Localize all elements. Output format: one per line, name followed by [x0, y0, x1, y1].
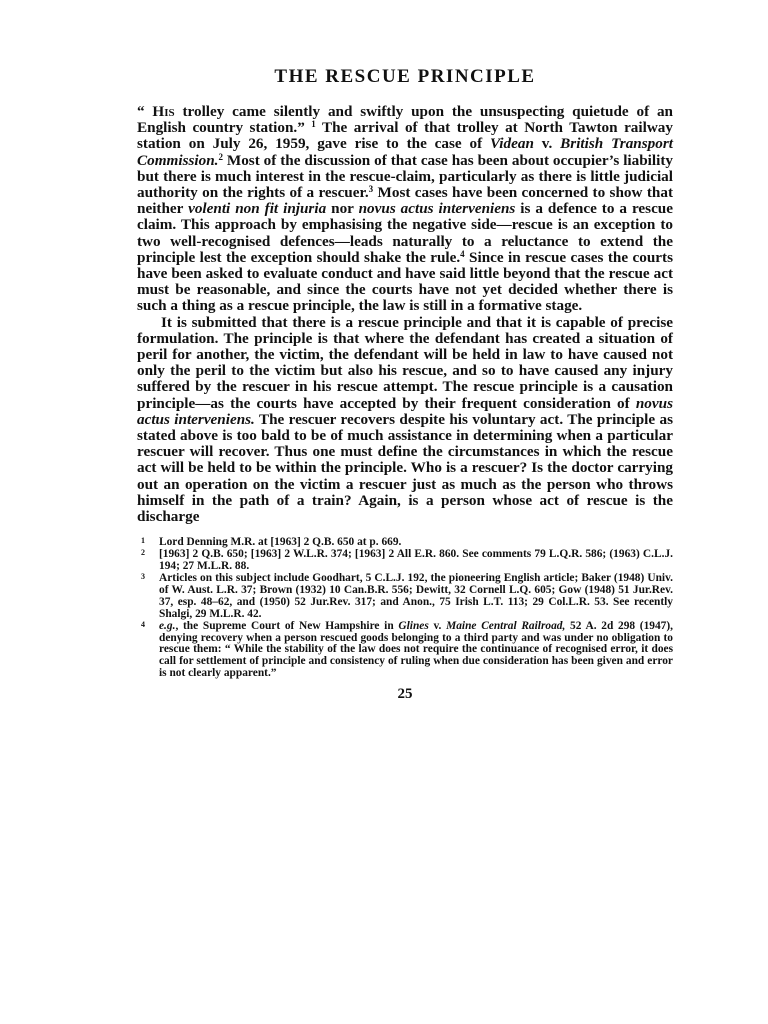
body-text [137, 104, 673, 525]
text-run: nor [326, 200, 359, 218]
paragraph-1 [137, 104, 673, 315]
footnote-3 [137, 573, 673, 621]
footnote-2 [137, 549, 673, 573]
book-page [137, 66, 673, 703]
page-number: 25 [397, 686, 413, 703]
footnote-text: Articles on this subject include Goodhart, 5 C.L.J. 192, the pioneering English article; Baker (1948) Univ. of W. Aust. L.R. 37; Brown (1932) 10 Can.B.R. 556; Dewitt, 32 Cornell L.Q. 605; Gow (1948) 51 Jur.Rev. 37, esp. 48–62, and (1950) 52 Jur.Rev. 317; and Anon., 75 Irish L.T. 113; 29 Col.L.R. 53. See recently Shalgi, 29 M.L.R. 42. [159, 572, 673, 620]
latin-phrase: novus actus interveniens [358, 200, 516, 218]
text-run: The arrival of that trolley at North Tawton railway station on July 26, 1959, gave rise to the case of [137, 119, 673, 153]
footnote-ref-1[interactable]: 1 [311, 119, 316, 130]
paragraph-2 [137, 315, 673, 526]
footnote-ref-3[interactable]: 3 [368, 184, 374, 195]
small-caps-his: His [152, 103, 175, 120]
text-run: The rescuer recovers despite his voluntary act. The principle as stated above is too bald to be of much assistance in determining when a particular rescuer will recover. Thus one must define the circumstances in which the rescue act will be held to be within the principle. Who is a rescuer? Is the doctor carrying out an operation on the victim a rescuer just as much as the person who throws himself in the path of a train? Again, is a person whose act of rescue is the discharge [137, 410, 673, 526]
text-run: is a defence to a rescue claim. This approach by emphasising the negative side—rescue is an exception to two well-recognised defences—leads naturally to a reluctance to extend the principle lest the exception should shake the rule. [137, 200, 673, 266]
footnote-number: 3 [141, 572, 145, 581]
text-run: v. [533, 135, 561, 153]
text-run: Since in rescue cases the courts have been asked to evaluate conduct and have said little beyond that the rescue act must be reasonable, and since the courts have not yet decided whether there is such a thing as a rescue principle, the law is still in a formative stage. [137, 248, 673, 315]
text-run: trolley came silently and swiftly upon the unsuspecting quietude of an English country station.” [137, 103, 673, 137]
text-run: Most cases have been concerned to show that neither [137, 184, 673, 218]
footnote-4 [137, 621, 673, 681]
text-run: Most of the discussion of that case has been about occupier’s liability but there is much interest in the rescue-claim, particularly as there is little judicial authority on the rights of a rescuer. [137, 151, 673, 202]
latin-phrase: novus actus interveniens. [137, 394, 673, 428]
text-run: It is submitted that there is a rescue principle and that it is capable of precise formulation. The principle is that where the defendant has created a situation of peril for another, the victim, the defendant will be held in law to have caused not only the peril to the victim but also his rescue, and so to have caused any injury suffered by the rescuer in his rescue attempt. The rescue principle is a causation principle—as the courts have accepted by their frequent consideration of [137, 313, 673, 412]
footnote-abbrev: e.g. [159, 619, 176, 632]
footnote-text: Lord Denning M.R. at [1963] 2 Q.B. 650 at p. 669. [159, 536, 402, 549]
case-name: Maine Central Railroad, [446, 619, 566, 632]
footnote-text: , the Supreme Court of New Hampshire in [175, 619, 399, 632]
footnote-ref-2[interactable]: 2 [218, 151, 223, 162]
footnote-text: [1963] 2 Q.B. 650; [1963] 2 W.L.R. 374; [1963] 2 All E.R. 860. See comments 79 L.Q.R. 586; (1963) C.L.J. 194; 27 M.L.R. 88. [159, 548, 673, 573]
running-head: THE RESCUE PRINCIPLE [274, 66, 536, 87]
case-name: Glines [398, 619, 429, 632]
open-quote: “ [137, 103, 153, 120]
case-name: British Transport Commission. [137, 135, 673, 169]
footnote-text: 52 A. 2d 298 (1947), denying recovery when a person rescued goods belonging to a third party and was under no obligation to rescue them: “ While the stability of the law does not require the continuance of recognised error, it does call for settlement of principle and consistency of ruling when due consideration has been given and error is not clearly apparent.” [159, 619, 674, 680]
footnote-number: 1 [141, 536, 145, 546]
footnote-ref-4[interactable]: 4 [460, 248, 465, 259]
case-name: Videan [490, 135, 534, 153]
footnote-text: v. [428, 619, 447, 632]
footnote-number: 4 [141, 619, 145, 629]
latin-phrase: volenti non fit injuria [188, 200, 327, 218]
footnotes [137, 537, 673, 680]
footnote-number: 2 [141, 548, 145, 558]
